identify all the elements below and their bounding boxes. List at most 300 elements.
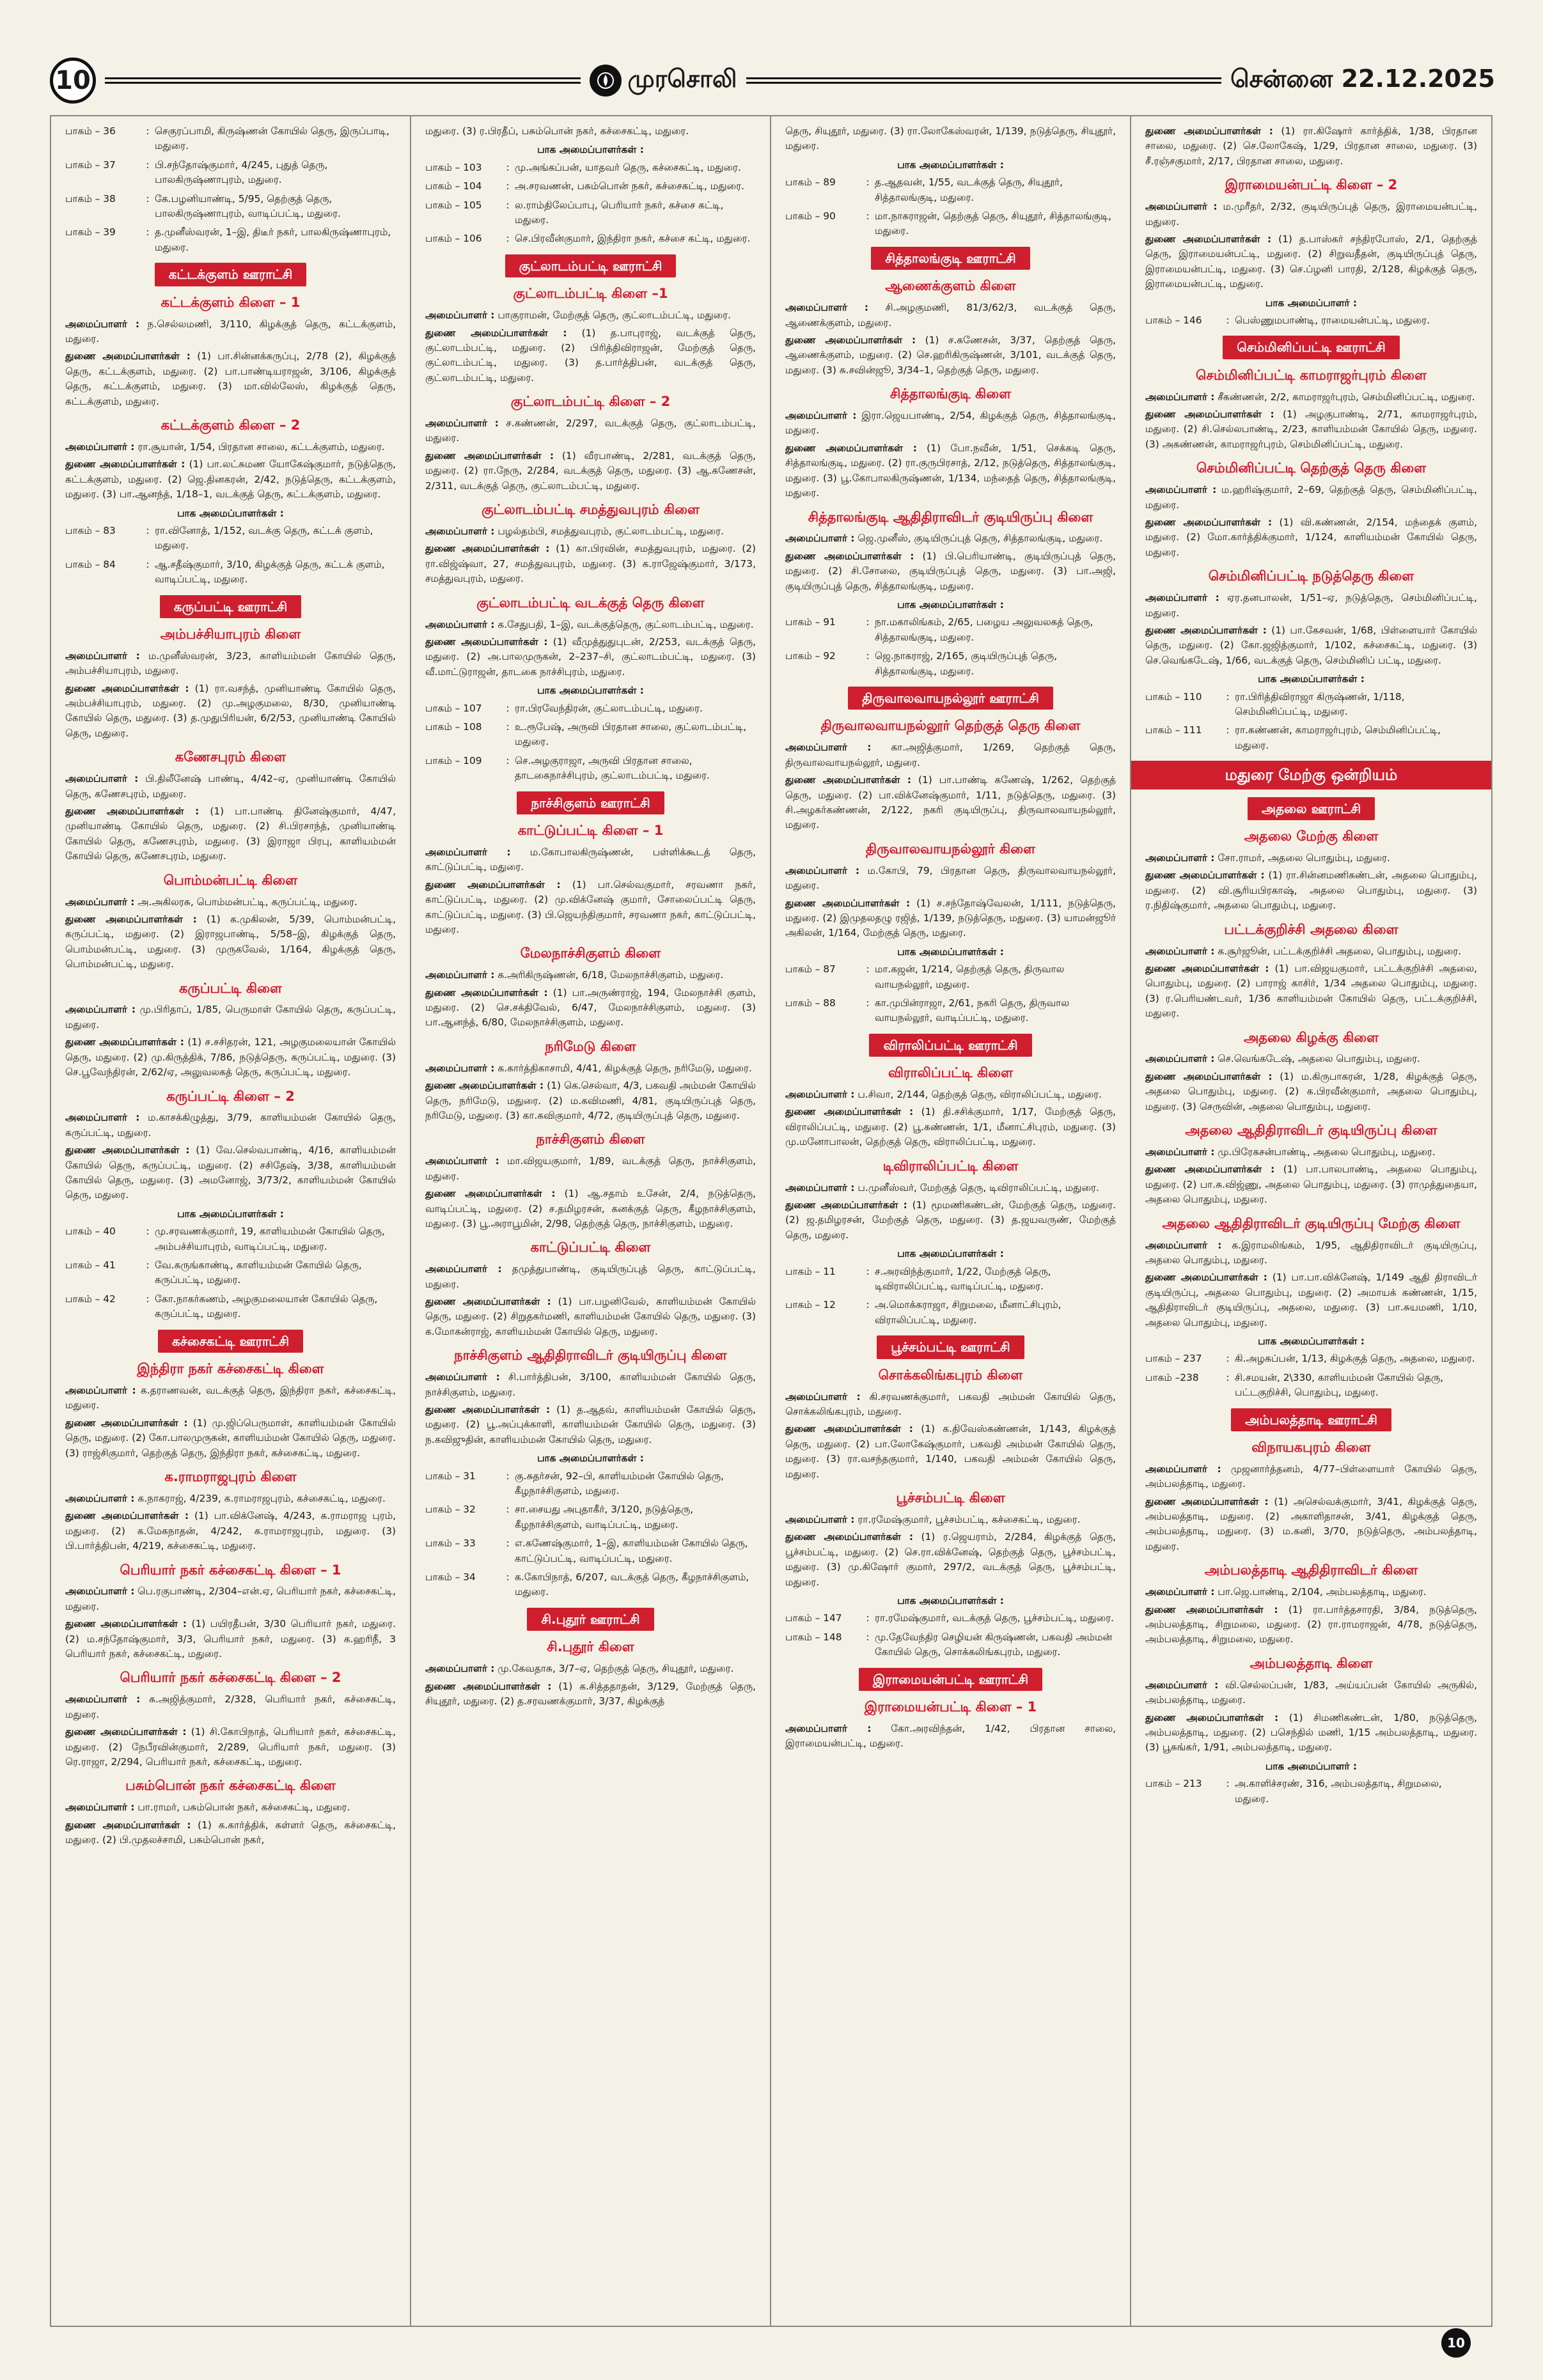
role-label: துணை அமைப்பாளர்கள் :	[1145, 1711, 1279, 1723]
role-label: துணை அமைப்பாளர்கள் :	[1145, 517, 1273, 529]
branch-heading: அதலை ஆதிதிராவிடர் குடியிருப்பு மேற்கு கிளை	[1162, 1215, 1461, 1231]
panchayat-band	[65, 1330, 396, 1353]
office-bearer-entry	[425, 1061, 756, 1076]
office-bearer-details: மு.பிரிதாப், 1/85, பெருமாள் கோயில் தெரு, கருப்பட்டி, மதுரை.	[65, 1004, 396, 1031]
office-bearer-entry	[1145, 124, 1477, 169]
branch-heading: கணேசபுரம் கிளை	[175, 749, 286, 765]
separator-colon: :	[866, 1631, 870, 1643]
office-bearer-entry	[425, 1403, 756, 1447]
separator-colon: :	[1226, 724, 1230, 736]
office-bearer-details: சீகண்ணன், 2/2, காமராஜர்புரம், செம்மினிப்பட்டி, மதுரை.	[1218, 391, 1475, 403]
office-bearer-entry	[65, 440, 396, 455]
role-label: துணை அமைப்பாளர்கள் :	[425, 543, 550, 555]
booth-agent-details: கு.சுதர்சன், 92–பி, காளியம்மன் கோயில் தெரு, கீழநாச்சிகுளம், மதுரை.	[515, 1470, 725, 1497]
office-bearer-details: பெ.ரகுபாண்டி, 2/304–என்.ஏ, பெரியார் நகர், கச்சைகட்டி, மதுரை.	[65, 1585, 396, 1612]
role-label: துணை அமைப்பாளர்கள் :	[1145, 869, 1265, 882]
sub-heading: பாக அமைப்பாளர் :	[1265, 297, 1358, 309]
sub-heading: பாக அமைப்பாளர்கள் :	[537, 1452, 644, 1465]
panchayat-name: அம்பலத்தாடி ஊராட்சி	[1231, 1408, 1391, 1431]
branch-heading: அம்பலத்தாடி ஆதிதிராவிடர் கிளை	[1204, 1562, 1418, 1578]
booth-agent-row	[1145, 1371, 1477, 1401]
role-label: துணை அமைப்பாளர்கள் :	[425, 449, 554, 462]
booth-agent-row	[65, 524, 396, 554]
booth-agent-details: எ.கணேஷ்குமார், 1–இ, காளியம்மன் கோயில் தெரு, காட்டுப்பட்டி, வாடிப்பட்டி, மதுரை.	[515, 1537, 748, 1564]
office-bearer-details: மா.விஜயகுமார், 1/89, வடக்குத் தெரு, நாச்சிகுளம், மதுரை.	[425, 1155, 756, 1182]
separator-colon: :	[1226, 690, 1230, 703]
separator-colon: :	[506, 720, 510, 733]
branch-heading: இராமையன்பட்டி கிளை – 2	[1225, 177, 1398, 193]
sub-heading: பாக அமைப்பாளர்கள் :	[897, 945, 1004, 958]
office-bearer-entry	[65, 1143, 396, 1203]
booth-agent-details: சி.சமயன், 2\330, காளியம்மன் கோயில் தெரு, பட்டகுறிச்சி, பொதும்பு, மதுரை.	[1235, 1371, 1444, 1399]
booth-agent-details: மா.கஜன், 1/214, தெற்குத் தெரு, திருவால வாயநல்லூர், மதுரை.	[875, 963, 1065, 990]
booth-number: பாகம் – 237	[1145, 1353, 1202, 1365]
booth-agent-row	[425, 198, 756, 228]
role-label: துணை அமைப்பாளர்கள் :	[65, 458, 185, 471]
branch-heading: நாச்சிகுளம் கிளை	[536, 1132, 645, 1147]
office-bearer-details: (1) பா.கேசவன், 1/68, பிள்ளையார் கோயில் தெரு, மதுரை. (2) கோ.ஜஜித்குமார், 1/102, கச்சைகட்டி, மதுரை. (3) செ.வெங்கடேஷ், 1/66, வடக்குத் தெரு, செம்மினிப் பட்டி, மதுரை.	[1145, 624, 1477, 666]
separator-colon: :	[1226, 1371, 1230, 1383]
booth-agent-details: கி.அழகப்பன், 1/13, கிழக்குத் தெரு, அதலை, மதுரை.	[1235, 1353, 1475, 1365]
branch-heading: சித்தாலங்குடி ஆதிதிராவிடர் குடியிருப்பு கிளை	[808, 509, 1093, 525]
booth-agent-details: த.முனீஸ்வரன், 1–இ, திடீர் நகர், பாலகிருஷ்ணாபுரம், மதுரை.	[155, 226, 391, 253]
role-label: துணை அமைப்பாளர்கள் :	[785, 1531, 914, 1543]
branch-heading: அதலை கிழக்கு கிளை	[1243, 1029, 1379, 1045]
office-bearer-details: முஜனார்த்தனம், 4/77–பிள்ளையார் கோயில் தெரு, அம்பலத்தாடி, மதுரை.	[1145, 1463, 1477, 1490]
column-4	[1131, 116, 1491, 2326]
office-bearer-details: (1) அசெல்வக்குமார், 3/41, கிழக்குத் தெரு, அம்பலத்தாடி, மதுரை. (2) அகாளிதாசன், 3/41, கிழக்குத் தெரு, அம்பலத்தாடி, மதுரை. (3) ம.கனி, 3/70, நடுத்தெரு, அம்பலத்தாடி, மதுரை.	[1145, 1495, 1477, 1552]
separator-colon: :	[146, 524, 150, 536]
masthead-rule-left	[105, 77, 581, 84]
booth-number: பாகம் – 107	[425, 702, 482, 714]
booth-agent-row	[785, 1298, 1116, 1328]
panchayat-band	[425, 791, 756, 814]
role-label: அமைப்பாளர் :	[65, 1384, 136, 1396]
office-bearer-entry	[65, 1491, 396, 1506]
office-bearer-entry	[1145, 1495, 1477, 1555]
panchayat-name: சித்தாலங்குடி ஊராட்சி	[871, 247, 1030, 270]
booth-agent-details: மு.சரவணக்குமார், 19, காளியம்மன் கோயில் தெரு, அம்பச்சியாபுரம், வாடிப்பட்டி, மதுரை.	[155, 1225, 385, 1252]
office-bearer-details: ம.கோபி, 79, பிரதான தெரு, திருவாலவாயநல்லூர், மதுரை.	[785, 864, 1116, 892]
office-bearer-details: (1) க.முகிலன், 5/39, பொம்மன்பட்டி, கருப்பட்டி, மதுரை. (2) இராஜபாண்டி, 5/58–இ, கிழக்குத் தெரு, பொம்மன்பட்டி, மதுரை. (3) முருகவேல், 1/164, கிழக்குத் தெரு, பொம்மன்பட்டி, மதுரை.	[65, 913, 396, 970]
office-bearer-entry	[1145, 944, 1477, 959]
panchayat-name: செம்மினிப்பட்டி ஊராட்சி	[1223, 336, 1399, 359]
panchayat-band	[785, 687, 1116, 710]
role-label: துணை அமைப்பாளர்கள் :	[785, 1199, 907, 1211]
office-bearer-entry	[425, 635, 756, 680]
panchayat-name: இராமையன்பட்டி ஊராட்சி	[859, 1668, 1042, 1691]
role-label: துணை அமைப்பாளர்கள் :	[1145, 1603, 1278, 1615]
booth-agent-row	[785, 1611, 1116, 1626]
paper-name: முரசொலி	[627, 65, 737, 93]
office-bearer-details: சோ.ராமர், அதலை பொதும்பு, மதுரை.	[1218, 852, 1390, 864]
office-bearer-details: சி.அழகுமணி, 81/3/62/3, வடக்குத் தெரு, ஆணைக்குளம், மதுரை.	[785, 302, 1116, 329]
sub-heading: பாக அமைப்பாளர் :	[1265, 1760, 1358, 1772]
role-label: அமைப்பாளர் :	[785, 1181, 855, 1194]
office-bearer-entry	[785, 1390, 1116, 1420]
office-bearer-entry	[65, 317, 396, 347]
office-bearer-entry	[1145, 232, 1477, 292]
role-label: துணை அமைப்பாளர்கள் :	[65, 350, 191, 362]
office-bearer-entry	[65, 1509, 396, 1553]
role-label: துணை அமைப்பாளர்கள் :	[785, 1106, 914, 1118]
role-label: அமைப்பாளர் :	[785, 742, 872, 754]
office-bearer-entry	[785, 1181, 1116, 1195]
separator-colon: :	[506, 702, 510, 714]
role-label: அமைப்பாளர் :	[65, 896, 135, 908]
separator-colon: :	[506, 180, 510, 192]
sub-heading: பாக அமைப்பாளர்கள் :	[537, 144, 644, 156]
office-bearer-details: (1) ச.கணேசன், 3/37, தெற்குத் தெரு, ஆணைக்குளம், மதுரை. (2) செ.ஹரிகிருஷ்ணன், 3/101, வடக்குத் தெரு, மதுரை. (3) சு.சவின்ஜூ, 3/34–1, தெற்குத் தெரு, மதுரை.	[785, 334, 1116, 376]
sub-heading: பாக அமைப்பாளர்கள் :	[897, 1248, 1004, 1260]
booth-number: பாகம் – 34	[425, 1571, 476, 1583]
office-bearer-entry	[425, 416, 756, 446]
office-bearer-details: ப.சிவா, 2/144, தெற்குத் தெரு, விராலிப்பட்டி, மதுரை.	[858, 1089, 1102, 1101]
office-bearer-entry	[425, 1661, 756, 1676]
booth-agent-details: கோ.நாகர்கணம், அழகுமலையான் கோயில் தெரு, கருப்பட்டி, மதுரை.	[155, 1293, 378, 1320]
booth-number: பாகம் – 89	[785, 176, 836, 189]
office-bearer-entry	[65, 804, 396, 864]
booth-agent-row	[1145, 1351, 1477, 1366]
office-bearer-entry	[1145, 1052, 1477, 1066]
role-label: அமைப்பாளர் :	[425, 969, 495, 981]
separator-colon: :	[866, 650, 870, 662]
branch-heading: இராமையன்பட்டி கிளை – 1	[864, 1699, 1037, 1715]
branch-heading: கட்டக்குளம் கிளை – 2	[161, 417, 301, 433]
booth-number: பாகம் – 42	[65, 1293, 116, 1305]
role-label: துணை அமைப்பாளர்கள் :	[65, 913, 197, 925]
booth-agent-row	[425, 1502, 756, 1532]
office-bearer-entry	[1145, 1069, 1477, 1114]
role-label: அமைப்பாளர் :	[785, 1513, 855, 1525]
office-bearer-details: க.அஜித்குமார், 2/328, பெரியார் நகர், கச்சைகட்டி, மதுரை.	[65, 1693, 396, 1720]
office-bearer-details: (1) வே.செல்வபாண்டி, 4/16, காளியம்மன் கோயில் தெரு, கருப்பட்டி, மதுரை. (2) சசிதேஷ், 3/38, காளியம்மன் கோயில் தெரு, மதுரை. (3) அமனோஜ், 3/73/2, காளியம்மன் கோயில் தெரு, மதுரை.	[65, 1144, 396, 1201]
office-bearer-details: க.தராணவன், வடக்குத் தெரு, இந்திரா நகர், கச்சைகட்டி, மதுரை.	[65, 1384, 396, 1412]
role-label: துணை அமைப்பாளர்கள் :	[785, 1423, 913, 1435]
footer-page-number: 10	[1441, 2328, 1471, 2358]
role-label: துணை அமைப்பாளர்கள் :	[425, 1296, 551, 1308]
sub-heading: பாக அமைப்பாளர்கள் :	[897, 159, 1004, 171]
office-bearer-details: ம.ஹரிஷ்குமார், 2–69, தெற்குத் தெரு, செம்மினிப்பட்டி, மதுரை.	[1145, 484, 1477, 511]
office-bearer-entry	[785, 1198, 1116, 1243]
booth-agent-details: வே.கருங்காண்டி, காளியம்மன் கோயில் தெரு, கருப்பட்டி, மதுரை.	[155, 1259, 362, 1286]
branch-heading: ஆணைக்குளம் கிளை	[885, 278, 1016, 294]
office-bearer-details: (1) பா.சின்னக்கருப்பு, 2/78 (2), கிழக்குத் தெரு, கட்டக்குளம், மதுரை. (2) பா.பாண்டியராஜன், 3/106, கிழக்குத் தெரு, கட்டக்குளம், மதுரை. (3) மா.வில்லேஸ், கிழக்குத் தெரு, கட்டக்குளம், மதுரை.	[65, 350, 396, 407]
role-label: துணை அமைப்பாளர்கள் :	[425, 635, 548, 648]
office-bearer-entry	[1145, 1238, 1477, 1268]
booth-agent-row	[65, 124, 396, 154]
separator-colon: :	[866, 1265, 870, 1277]
masthead	[50, 56, 1495, 105]
office-bearer-details: (1) ச.சசிதரன், 121, அழகுமலையான் கோயில் தெரு, மதுரை. (2) மு.கிருத்திக், 7/86, நடுத்தெரு, கருப்பட்டி, மதுரை. (3) செ.பூவேந்திரன், 2/62/ஏ, அலுவலகத் தெரு, கருப்பட்டி, மதுரை.	[65, 1036, 396, 1078]
office-bearer-details: (1) பி.பெரியாண்டி, குடியிருப்புத் தெரு, மதுரை. (2) சி.சோலை, குடியிருப்புத் தெரு, மதுரை. (3) பா.அஜி, குடியிருப்புத் தெரு, சித்தாலங்குடி, மதுரை.	[785, 550, 1116, 592]
booth-number: பாகம் – 108	[425, 720, 482, 733]
office-bearer-details: (1) சிமணிகண்டன், 1/80, நடுத்தெரு, அம்பலத்தாடி, மதுரை. (2) பசெந்தில் மணி, 1/15 அம்பலத்தாடி, மதுரை. (3) பூசுங்கர், 1/91, அம்பலத்தாடி, மதுரை.	[1145, 1711, 1477, 1754]
office-bearer-entry	[65, 1584, 396, 1614]
booth-agent-row	[425, 179, 756, 194]
office-bearer-details: (1) வீமுத்துதுபுடன், 2/253, வடக்குத் தெரு, மதுரை. (2) அ.பாலமுருகன், 2–237–சி, குட்லாடம்பட்டி, மதுரை. (3) வீ.மாட்டுராஜன், தாடகை நாச்சிபுரம், மதுரை.	[425, 635, 756, 678]
branch-heading: காட்டுப்பட்டி கிளை – 1	[517, 823, 664, 838]
booth-agent-row	[785, 962, 1116, 992]
branch-heading: திருவாலவாயநல்லூர் தெற்குத் தெரு கிளை	[820, 718, 1081, 734]
office-bearer-entry	[65, 772, 396, 802]
office-bearer-details: செ.வெங்கடேஷ், அதலை பொதும்பு, மதுரை.	[1218, 1053, 1420, 1065]
office-bearer-entry	[425, 1186, 756, 1231]
branch-heading: அதலை ஆதிதிராவிடர் குடியிருப்பு கிளை	[1185, 1123, 1437, 1139]
role-label: அமைப்பாளர் :	[1145, 592, 1219, 604]
role-label: துணை அமைப்பாளர்கள் :	[65, 1819, 191, 1831]
sub-heading: பாக அமைப்பாளர்கள் :	[1258, 1335, 1365, 1347]
office-bearer-details: ம.காசக்கிழுத்து, 3/79, காளியம்மன் கோயில் தெரு, கருப்பட்டி, மதுரை.	[65, 1112, 396, 1139]
role-label: அமைப்பாளர் :	[65, 1801, 135, 1814]
separator-colon: :	[506, 754, 510, 766]
office-bearer-entry	[1145, 1678, 1477, 1708]
panchayat-band	[785, 247, 1116, 270]
role-label: அமைப்பாளர் :	[1145, 484, 1217, 496]
booth-number: பாகம் – 39	[65, 226, 116, 238]
branch-heading: பசும்பொன் நகர் கச்சைகட்டி கிளை	[125, 1778, 336, 1794]
office-bearer-entry	[785, 1722, 1116, 1752]
branch-heading: இந்திரா நகர் கச்சைகட்டி கிளை	[137, 1361, 324, 1377]
office-bearer-entry	[425, 1295, 756, 1339]
booth-agent-row	[785, 996, 1116, 1026]
booth-agent-details: ரா.கண்ணன், காமராஜர்புரம், செம்மினிப்பட்டி, மதுரை.	[1235, 724, 1441, 751]
branch-heading: க.ராமராஜபுரம் கிளை	[164, 1469, 297, 1485]
booth-number: பாகம் – 87	[785, 963, 836, 976]
booth-number: பாகம் – 105	[425, 199, 482, 211]
role-label: துணை அமைப்பாளர்கள் :	[785, 442, 917, 454]
office-bearer-details: (1) சி.கோபிநாத், பெரியார் நகர், கச்சைகட்டி, மதுரை. (2) நேபீரவின்குமார், 2/289, பெரியார் நகர், மதுரை. (3) ரெ.ராஜா, 2/294, பெரியார் நகர், கச்சைகட்டி, மதுரை.	[65, 1726, 396, 1768]
column-3	[771, 116, 1131, 2326]
office-bearer-entry	[1145, 851, 1477, 866]
office-bearer-details: ரா.ரமேஷ்குமார், பூச்சம்பட்டி, கச்சைகட்டி, மதுரை.	[858, 1513, 1081, 1525]
role-label: அமைப்பாளர் :	[425, 1371, 500, 1383]
booth-number: பாகம் – 148	[785, 1631, 842, 1643]
panchayat-band	[425, 254, 756, 277]
booth-number: பாகம் – 147	[785, 1612, 842, 1624]
booth-agent-details: அ.சரவணன், பசும்பொன் நகர், கச்சைகட்டி, மதுரை.	[515, 180, 744, 192]
role-label: துணை அமைப்பாளர்கள் :	[425, 986, 548, 999]
office-bearer-details: க.சேதுபதி, 1–இ, வடக்குத்தெரு, குட்லாடம்பட்டி, மதுரை.	[497, 618, 754, 630]
panchayat-name: கச்சைகட்டி ஊராட்சி	[158, 1330, 303, 1353]
booth-number: பாகம் – 213	[1145, 1778, 1202, 1790]
office-bearer-entry	[65, 457, 396, 502]
role-label: அமைப்பாளர் :	[785, 864, 860, 876]
separator-colon: :	[866, 1299, 870, 1311]
branch-heading: நரிமேடு கிளை	[545, 1038, 636, 1054]
role-label: அமைப்பாளர் :	[65, 1492, 135, 1504]
role-label: துணை அமைப்பாளர்கள் :	[1145, 1070, 1273, 1082]
office-bearer-details: (1) மு.ஜிப்பெருமாள், காளியம்மன் கோயில் தெரு, மதுரை. (2) கோ.பாலமுருகன், காளியம்மன் கோயில் தெரு, மதுரை. (3) ராஜ்சிகுமார், தெற்குத் தெரு, இந்திரா நகர், கச்சைகட்டி, மதுரை.	[65, 1417, 396, 1459]
office-bearer-details: பா.ஜெ.பாண்டி, 2/104, அம்பலத்தாடி, மதுரை.	[1218, 1586, 1427, 1598]
masthead-rule-right	[746, 77, 1222, 84]
booth-agent-row	[65, 192, 396, 222]
branch-heading: செம்மினிப்பட்டி நடுத்தெரு கிளை	[1208, 568, 1414, 584]
continued-text: மதுரை. (3) ர.பிரதீப், பசும்பொன் நகர், கச்சைகட்டி, மதுரை.	[425, 125, 689, 137]
sub-heading: பாக அமைப்பாளர்கள் :	[177, 507, 284, 519]
office-bearer-entry	[1145, 1603, 1477, 1647]
role-label: துணை அமைப்பாளர்கள் :	[425, 878, 561, 891]
office-bearer-entry	[65, 1416, 396, 1461]
booth-agent-row	[785, 175, 1116, 205]
booth-number: பாகம் –238	[1145, 1371, 1199, 1383]
office-bearer-entry	[425, 449, 756, 494]
office-bearer-details: க.அரிகிருஷ்ணன், 6/18, மேலநாச்சிகுளம், மதுரை.	[497, 969, 724, 981]
panchayat-name: அதலை ஊராட்சி	[1248, 797, 1375, 820]
branch-heading: பொம்மன்பட்டி கிளை	[163, 872, 298, 888]
role-label: அமைப்பாளர் :	[65, 1112, 140, 1124]
booth-agent-details: மு.அங்கப்பன், யாதவர் தெரு, கச்சைகட்டி, மதுரை.	[515, 161, 741, 173]
office-bearer-details: சி.பார்த்திபன், 3/100, காளியம்மன் கோயில் தெரு, நாச்சிகுளம், மதுரை.	[425, 1371, 756, 1398]
branch-heading: டிவிராலிப்பட்டி கிளை	[882, 1158, 1019, 1174]
office-bearer-entry	[425, 1370, 756, 1400]
booth-agent-details: அ.மொக்கராஜா, சிறுமலை, மீனாட்சிபுரம், விராலிப்பட்டி, மதுரை.	[875, 1299, 1061, 1326]
panchayat-band	[65, 263, 396, 286]
office-bearer-details: (1) பயிரதீபன், 3/30 பெரியார் நகர், மதுரை. (2) ம.சந்தோஷ்குமார், 3/3, பெரியார் நகர், மதுரை. (3) க.ஹரிநீ, 3 பெரியார் நகர், கச்சைகட்டி, மதுரை.	[65, 1618, 396, 1660]
branch-heading: செம்மினிப்பட்டி காமராஜர்புரம் கிளை	[1196, 367, 1427, 383]
branch-heading: பட்டக்குறிச்சி அதலை கிளை	[1224, 921, 1398, 937]
role-label: துணை அமைப்பாளர்கள் :	[425, 1404, 551, 1415]
separator-colon: :	[866, 1612, 870, 1624]
branch-heading: அம்பலத்தாடி கிளை	[1249, 1655, 1373, 1671]
separator-colon: :	[146, 1259, 150, 1272]
office-bearer-entry	[65, 681, 396, 742]
separator-colon: :	[866, 963, 870, 976]
office-bearer-details: மு.கேவதாசு, 3/7–ஏ, தெற்குத் தெரு, சியுதூர், மதுரை.	[497, 1663, 734, 1675]
page-number-badge: 10	[50, 58, 96, 104]
booth-number: பாகம் – 36	[65, 125, 116, 137]
separator-colon: :	[146, 1225, 150, 1238]
role-label: அமைப்பாளர் :	[1145, 1239, 1222, 1251]
office-bearer-entry	[425, 1154, 756, 1184]
office-bearer-details: (1) பா.பாலபாண்டி, அதலை பொதும்பு, மதுரை. (2) பா.சு.விஜ்ணு, அதலை பொதும்பு, மதுரை. (3) ராமுத்துதையா, அதலை பொதும்பு, மதுரை.	[1145, 1163, 1477, 1206]
office-bearer-entry	[65, 1800, 396, 1815]
office-bearer-details: (1) க.கார்த்திக், கள்ளர் தெரு, கச்சைகட்டி, மதுரை. (2) பி.முதலச்சாமி, பசும்பொன் நகர்,	[65, 1819, 396, 1846]
office-bearer-details: ஜெ.முனீஸ், குடியிருப்புத் தெரு, சித்தாலங்குடி, மதுரை.	[858, 533, 1103, 545]
office-bearer-entry	[1145, 868, 1477, 913]
office-bearer-entry	[65, 895, 396, 910]
office-bearer-details: (1) ரா.வசந்த், முனியாண்டி கோயில் தெரு, அம்பச்சியாபுரம், மதுரை. (2) மு.அழகுமலை, 8/30, முனியாண்டி கோயில் தெரு, மதுரை. (3) த.முதுபிரியன், 6/2/53, முனியாண்டி கோயில் தெரு, மதுரை.	[65, 682, 396, 739]
booth-agent-details: செகுரப்பாமி, கிருஷ்ணன் கோயில் தெரு, இருப்பாடி, மதுரை.	[155, 125, 390, 152]
office-bearer-details: (1) பா.பாண்டி தினேஷ்குமார், 4/47, முனியாண்டி கோயில் தெரு, மதுரை. (2) சி.பிரசாந்த், முனியாண்டி கோயில் தெரு, கணேசபுரம், மதுரை. (3) இராஜா பிரபு, காளியம்மன் கோயில் தெரு, கணேசபுரம், மதுரை.	[65, 805, 396, 862]
role-label: அமைப்பாளர் :	[65, 440, 135, 453]
booth-agent-row	[785, 649, 1116, 679]
office-bearer-details: (1) ரா.பார்த்தசாரதி, 3/84, நடுத்தெரு, அம்பலத்தாடி, சிறுமலை, மதுரை. (2) ரா.ராமராஜன், 4/78, நடுத்தெரு, அம்பலத்தாடி, சிறுமலை, மதுரை.	[1145, 1603, 1477, 1645]
booth-agent-row	[785, 209, 1116, 239]
office-bearer-entry	[425, 326, 756, 386]
booth-agent-details: மா.நாகராஜன், தெற்குத் தெரு, சியுதூர், சித்தாலங்குடி, மதுரை.	[875, 210, 1112, 237]
booth-agent-details: மு.தேவேந்திர செழியன் கிருஷ்ணன், பகவதி அம்மன் கோயில் தெரு, சொக்கலிங்கபுரம், மதுரை.	[875, 1631, 1113, 1658]
column-1	[51, 116, 411, 2326]
booth-agent-row	[1145, 723, 1477, 753]
booth-agent-details: உ.ரூபேஷ், அருவி பிரதான சாலை, குட்லாடம்பட்டி, மதுரை.	[515, 720, 747, 748]
office-bearer-entry	[425, 1078, 756, 1123]
panchayat-band	[1145, 336, 1477, 359]
office-bearer-entry	[1145, 515, 1477, 560]
booth-number: பாகம் – 33	[425, 1537, 476, 1550]
office-bearer-details: ம.முனீஸ்வரன், 3/23, காளியம்மன் கோயில் தெரு, அம்பச்சியாபுரம், மதுரை.	[65, 649, 396, 677]
role-label: அமைப்பாளர் :	[1145, 1463, 1221, 1475]
role-label: துணை அமைப்பாளர்கள் :	[785, 774, 912, 786]
separator-colon: :	[506, 233, 510, 245]
branch-heading: திருவாலவாயநல்லூர் கிளை	[865, 841, 1036, 857]
office-bearer-entry	[65, 1818, 396, 1848]
booth-agent-row	[425, 1469, 756, 1499]
role-label: துணை அமைப்பாளர்கள் :	[65, 1726, 187, 1738]
office-bearer-details: கோ.அரவிந்தன், 1/42, பிரதான சாலை, இராமையன்பட்டி, மதுரை.	[785, 1722, 1116, 1750]
office-bearer-details: ந.செல்லமணி, 3/110, கிழக்குத் தெரு, கட்டக்குளம், மதுரை.	[65, 318, 396, 345]
role-label: அமைப்பாளர் :	[1145, 1679, 1219, 1691]
booth-agent-details: பெஸ்ணுமபாண்டி, ராமையன்பட்டி, மதுரை.	[1235, 314, 1430, 326]
office-bearer-entry	[425, 618, 756, 632]
role-label: அமைப்பாளர் :	[1145, 852, 1215, 864]
office-bearer-details: பாகுராமன், மேற்குத் தெரு, குட்லாடம்பட்டி, மதுரை.	[497, 309, 732, 322]
office-bearer-details: இரா.ஜெயபாண்டி, 2/54, கிழக்குத் தெரு, சித்தாலங்குடி, மதுரை.	[785, 410, 1116, 437]
office-bearer-entry	[65, 1692, 396, 1722]
office-bearer-entry	[1145, 1711, 1477, 1755]
role-label: துணை அமைப்பாளர்கள் :	[65, 1144, 190, 1156]
role-label: துணை அமைப்பாளர்கள் :	[425, 1680, 552, 1692]
office-bearer-entry	[65, 1110, 396, 1140]
role-label: அமைப்பாளர் :	[65, 649, 140, 662]
office-bearer-entry	[1145, 623, 1477, 668]
role-label: துணை அமைப்பாளர்கள் :	[425, 1080, 544, 1092]
role-label: அமைப்பாளர் :	[785, 1390, 861, 1403]
office-bearer-entry	[1145, 961, 1477, 1022]
office-bearer-entry	[425, 968, 756, 983]
office-bearer-details: (1) கெ.செல்வா, 4/3, பகவதி அம்மன் கோயில் தெரு, நரிமேடு, மதுரை. (2) ம.கவிமணி, 4/81, குடியிருப்புத் தெரு, நரிமேடு, மதுரை. (3) கா.கவிகுமார், 4/72, குடியிருப்புத் தெரு, மதுரை.	[425, 1080, 756, 1121]
booth-agent-details: ஆ.சதீஷ்குமார், 3/10, கிழக்குத் தெரு, கட்டக் குளம், வாடிப்பட்டி, மதுரை.	[155, 558, 385, 586]
booth-agent-row	[785, 1264, 1116, 1295]
panchayat-band	[785, 1668, 1116, 1691]
booth-agent-details: ல.ராம்திலேப்பாபு, பெரியார் நகர், கச்சை கட்டி, மதுரை.	[515, 199, 724, 226]
office-bearer-details: (1) பா.பாண்டி கணேஷ், 1/262, தெற்குத் தெரு, மதுரை. (2) பா.விக்னேஷ்குமார், 1/11, நடுத்தெரு, மதுரை. (3) சி.அழகர்கண்ணன், 2/122, நகரி குடியிருப்பு, திருவாலவாயநல்லூர், மதுரை.	[785, 774, 1116, 831]
office-bearer-entry	[1145, 1462, 1477, 1492]
branch-heading: குட்லாடம்பட்டி கிளை – 2	[510, 394, 671, 410]
role-label: அமைப்பாளர் :	[65, 318, 139, 330]
sub-heading: பாக அமைப்பாளர்கள் :	[1258, 673, 1365, 685]
panchayat-band	[785, 1335, 1116, 1358]
column-2	[411, 116, 771, 2326]
booth-agent-details: நா.மகாலிங்கம், 2/65, பழைய அலுவலகத் தெரு, சித்தாலங்குடி, மதுரை.	[875, 616, 1093, 643]
booth-number: பாகம் – 110	[1145, 690, 1202, 703]
office-bearer-details: க.நாகராஜ், 4/239, க.ராமராஜபுரம், கச்சைகட்டி, மதுரை.	[137, 1492, 386, 1504]
office-bearer-entry	[425, 986, 756, 1031]
office-bearer-entry	[785, 1105, 1116, 1149]
office-bearer-entry	[785, 1087, 1116, 1102]
role-label: துணை அமைப்பாளர்கள் :	[425, 327, 567, 339]
booth-number: பாகம் – 37	[65, 159, 116, 171]
office-bearer-entry	[785, 408, 1116, 439]
role-label: அமைப்பாளர் :	[1145, 201, 1218, 213]
role-label: அமைப்பாளர் :	[425, 525, 495, 538]
office-bearer-details: (1) பா.பழனிவேல், காளியம்மன் கோயில் தெரு, மதுரை. (2) சிறுதகர்மணி, காளியம்மன் கோயில் தெரு, மதுரை. (3) க.மோகன்ராஜ், காளியம்மன் கோயில் தெரு, மதுரை.	[425, 1296, 756, 1337]
office-bearer-entry	[785, 549, 1116, 594]
office-bearer-details: (1) மூமணிகண்டன், மேற்குத் தெரு, மதுரை. (2) ஜ.தமிழரசன், மேற்குத் தெரு, மதுரை. (3) த.ஜயவருண், மேற்குத் தெரு, மதுரை.	[785, 1199, 1116, 1241]
office-bearer-details: ச.கண்ணன், 2/297, வடக்குத் தெரு, குட்லாடம்பட்டி, மதுரை.	[425, 417, 756, 444]
news-columns	[50, 115, 1492, 2327]
office-bearer-details: (1) பா.அருண்ராஜ், 194, மேலநாச்சி குளம், மதுரை. (2) செ.சக்திவேல், 6/47, மேலநாச்சிகுளம், மதுரை. (3) பா.ஆனந்த், 6/80, மேலநாச்சிகுளம், மதுரை.	[425, 986, 756, 1029]
role-label: அமைப்பாளர் :	[1145, 1053, 1215, 1065]
office-bearer-details: ப.முனீஸ்வர், மேற்குத் தெரு, டிவிராலிப்பட்டி, மதுரை.	[858, 1181, 1099, 1194]
booth-agent-details: க.கோபிநாத், 6/207, வடக்குத் தெரு, கீழநாச்சிகுளம், மதுரை.	[515, 1571, 749, 1598]
office-bearer-details: (1) க.சித்ததாதன், 3/129, மேற்குத் தெரு, சியுதூர், மதுரை. (2) த.சரவணக்குமார், 3/37, கிழக்குத்	[425, 1680, 756, 1707]
role-label: துணை அமைப்பாளர்கள் :	[65, 1618, 187, 1630]
office-bearer-details: (1) த.ஆதவ், காளியம்மன் கோயில் தெரு, மதுரை. (2) பூ.அப்புக்காளி, காளியம்மன் கோயில் தெரு, மதுரை. (3) ந.கவிஜுதின், காளியம்மன் கோயில் தெரு, மதுரை.	[425, 1404, 756, 1445]
office-bearer-details: ரா.சூயான், 1/54, பிரதான சாலை, கட்டக்குளம், மதுரை.	[137, 440, 385, 453]
booth-number: பாகம் – 38	[65, 192, 116, 205]
panchayat-name: பூச்சம்பட்டி ஊராட்சி	[877, 1335, 1024, 1358]
